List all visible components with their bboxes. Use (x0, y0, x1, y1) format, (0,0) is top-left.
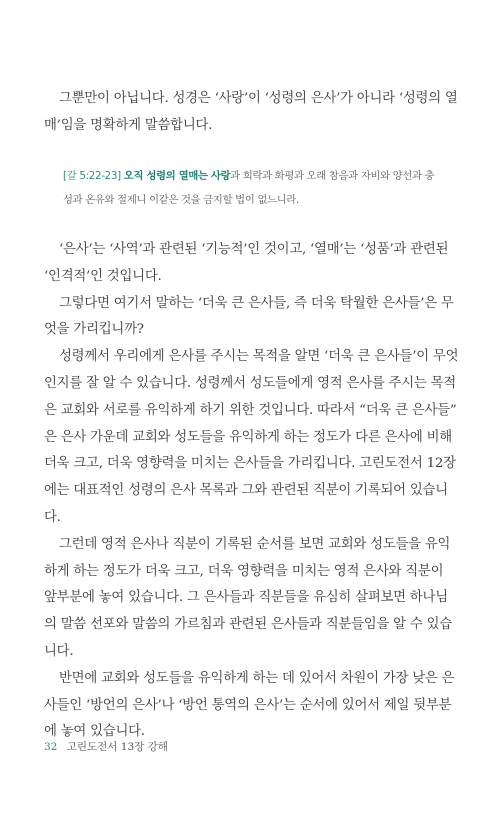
main-text-block (44, 237, 459, 746)
paragraph: ‘은사’는 ‘사역’과 관련된 ‘기능적’인 것이고, ‘열매’는 ‘성품’과 관련된 ‘인격적’인 것입니다. (44, 242, 449, 284)
paragraph: 그렇다면 여기서 말하는 ‘더욱 큰 은사들, 즉 더욱 탁월한 은사들’은 무엇을 가리킵니까? (44, 295, 454, 338)
paragraph: 성령께서 우리에게 은사를 주시는 목적을 알면 ‘더욱 큰 은사들’이 무엇인지를 잘 알 수 있습니다. 성령께서 성도들에게 영적 은사를 주시는 목적은 교회와 서로를 유익하게 하기 위한 것입니다. 따라서 “더욱 큰 은사들” 은 은사 가운데 교회와 성도들을 유익하게 하는 정도가 다른 은사에 비해 더욱 크고, 더욱 영향력을 미치는 은사들을 가리킵니다. 고린도전서 12장에는 대표적인 성령의 은사 목록과 그와 관련된 직분이 기록되어 있습니다. (44, 349, 459, 525)
page-footer (44, 739, 168, 754)
paragraph: 반면에 교회와 성도들을 유익하게 하는 데 있어서 차원이 가장 낮은 은사들인 ‘방언의 은사’나 ‘방언 통역의 은사’는 순서에 있어서 제일 뒷부분에 놓여 있습니다. (44, 670, 455, 740)
page-number: 32 (44, 741, 58, 753)
paragraph: 그뿐만이 아닙니다. 성경은 ‘사랑’이 ‘성령의 은사’가 아니라 ‘성령의 열매’임을 명확하게 말씀합니다. (44, 91, 458, 133)
intro-paragraph-block (44, 86, 459, 140)
paragraph: 그런데 영적 은사나 직분이 기록된 순서를 보면 교회와 성도들을 유익하게 하는 정도가 더욱 크고, 더욱 영향력을 미치는 영적 은사와 직분이 앞부분에 놓여 있습니다. 그 은사들과 직분들을 유심히 살펴보면 하나님의 말씀 선포와 말씀의 가르침과 관련된 은사들과 직분들임을 알 수 있습니다. (44, 536, 452, 659)
quote-text: 과 희락과 화평과 오래 참음과 자비와 양선과 충성과 온유와 절제니 이같은 것을 금지할 법이 없느니라. (63, 170, 435, 206)
scripture-quote (63, 164, 443, 212)
quote-highlight: 오직 성령의 열매는 사랑 (123, 170, 231, 182)
running-title: 고린도전서 13장 강해 (66, 741, 168, 753)
quote-reference: [갈 5:22-23] (63, 170, 121, 182)
